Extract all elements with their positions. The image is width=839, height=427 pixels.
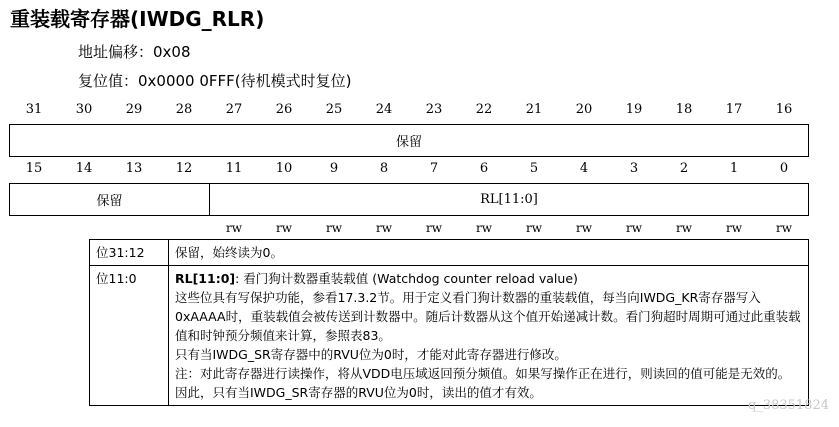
watermark: q_38351824 [748,398,829,413]
reset-value: 复位值：0x0000 0FFF(待机模式时复位) [78,72,352,90]
bit-number: 26 [275,102,293,117]
description-paragraph: 只有当IWDG_SR寄存器中的RVU位为0时，才能对此寄存器进行修改。 [175,347,567,362]
bit-description-table [89,239,809,406]
bit-number: 19 [625,102,643,117]
bit-description: 保留，始终读为0。 [169,240,809,266]
bit-number: 9 [329,161,339,176]
access-type: rw [725,221,742,235]
bit-number: 27 [225,102,243,117]
bit-number: 23 [425,102,443,117]
bit-number: 7 [429,161,439,176]
access-type: rw [225,221,242,235]
bit-number: 22 [475,102,493,117]
access-type: rw [525,221,542,235]
field-title: : 看门狗计数器重装载值 (Watchdog counter reload value) [235,271,578,286]
bit-range: 位31:12 [90,240,169,266]
bit-description [169,266,809,406]
bit-number: 2 [679,161,689,176]
bit-number: 11 [225,161,243,176]
bit-number: 30 [75,102,93,117]
page-title: 重装载寄存器(IWDG_RLR) [10,7,265,31]
bit-number: 1 [729,161,739,176]
bit-number: 18 [675,102,693,117]
bit-number: 6 [479,161,489,176]
reserved-upper-field: 保留 [395,135,422,150]
field-heading [175,269,802,288]
bit-number: 3 [629,161,639,176]
access-type: rw [475,221,492,235]
bit-numbers-low [9,160,809,178]
bit-range: 位11:0 [90,266,169,406]
access-type: rw [625,221,642,235]
bit-numbers-high [9,101,809,119]
access-type: rw [425,221,442,235]
bit-number: 17 [725,102,743,117]
bit-number: 21 [525,102,543,117]
bit-number: 15 [25,161,43,176]
access-type: rw [275,221,292,235]
description-paragraph: 这些位具有写保护功能，参看17.3.2节。用于定义看门狗计数器的重装载值，每当向IWDG_KR寄存器写入0xAAAA时，重装载值会被传送到计数器中。随后计数器从这个值开始递减计数。看门狗超时周期可通过此重装载值和时钟预分频值来计算，参照表83。 [175,290,801,343]
table-row [90,266,809,406]
bit-number: 31 [25,102,43,117]
field-name: RL[11:0] [175,271,236,286]
register-upper-half [9,124,809,157]
bit-number: 25 [325,102,343,117]
reserved-lower-field: 保留 [10,184,210,215]
bit-number: 12 [175,161,193,176]
access-type: rw [575,221,592,235]
bit-number: 14 [75,161,93,176]
bit-number: 0 [779,161,789,176]
access-type: rw [325,221,342,235]
access-type: rw [375,221,392,235]
access-type: rw [775,221,792,235]
bit-number: 4 [579,161,589,176]
bit-number: 16 [775,102,793,117]
bit-number: 8 [379,161,389,176]
register-lower-half [9,183,809,216]
address-offset: 地址偏移：0x08 [78,43,191,61]
access-types [209,220,809,236]
bit-number: 13 [125,161,143,176]
table-row [90,240,809,266]
bit-number: 10 [275,161,293,176]
bit-number: 24 [375,102,393,117]
description-note: 注：对此寄存器进行读操作，将从VDD电压域返回预分频值。如果写操作正在进行，则读回的值可能是无效的。因此，只有当IWDG_SR寄存器的RVU位为0时，读出的值才有效。 [175,366,791,400]
rl-field: RL[11:0] [480,192,538,207]
bit-number: 28 [175,102,193,117]
bit-number: 5 [529,161,539,176]
access-type: rw [675,221,692,235]
bit-number: 29 [125,102,143,117]
bit-number: 20 [575,102,593,117]
